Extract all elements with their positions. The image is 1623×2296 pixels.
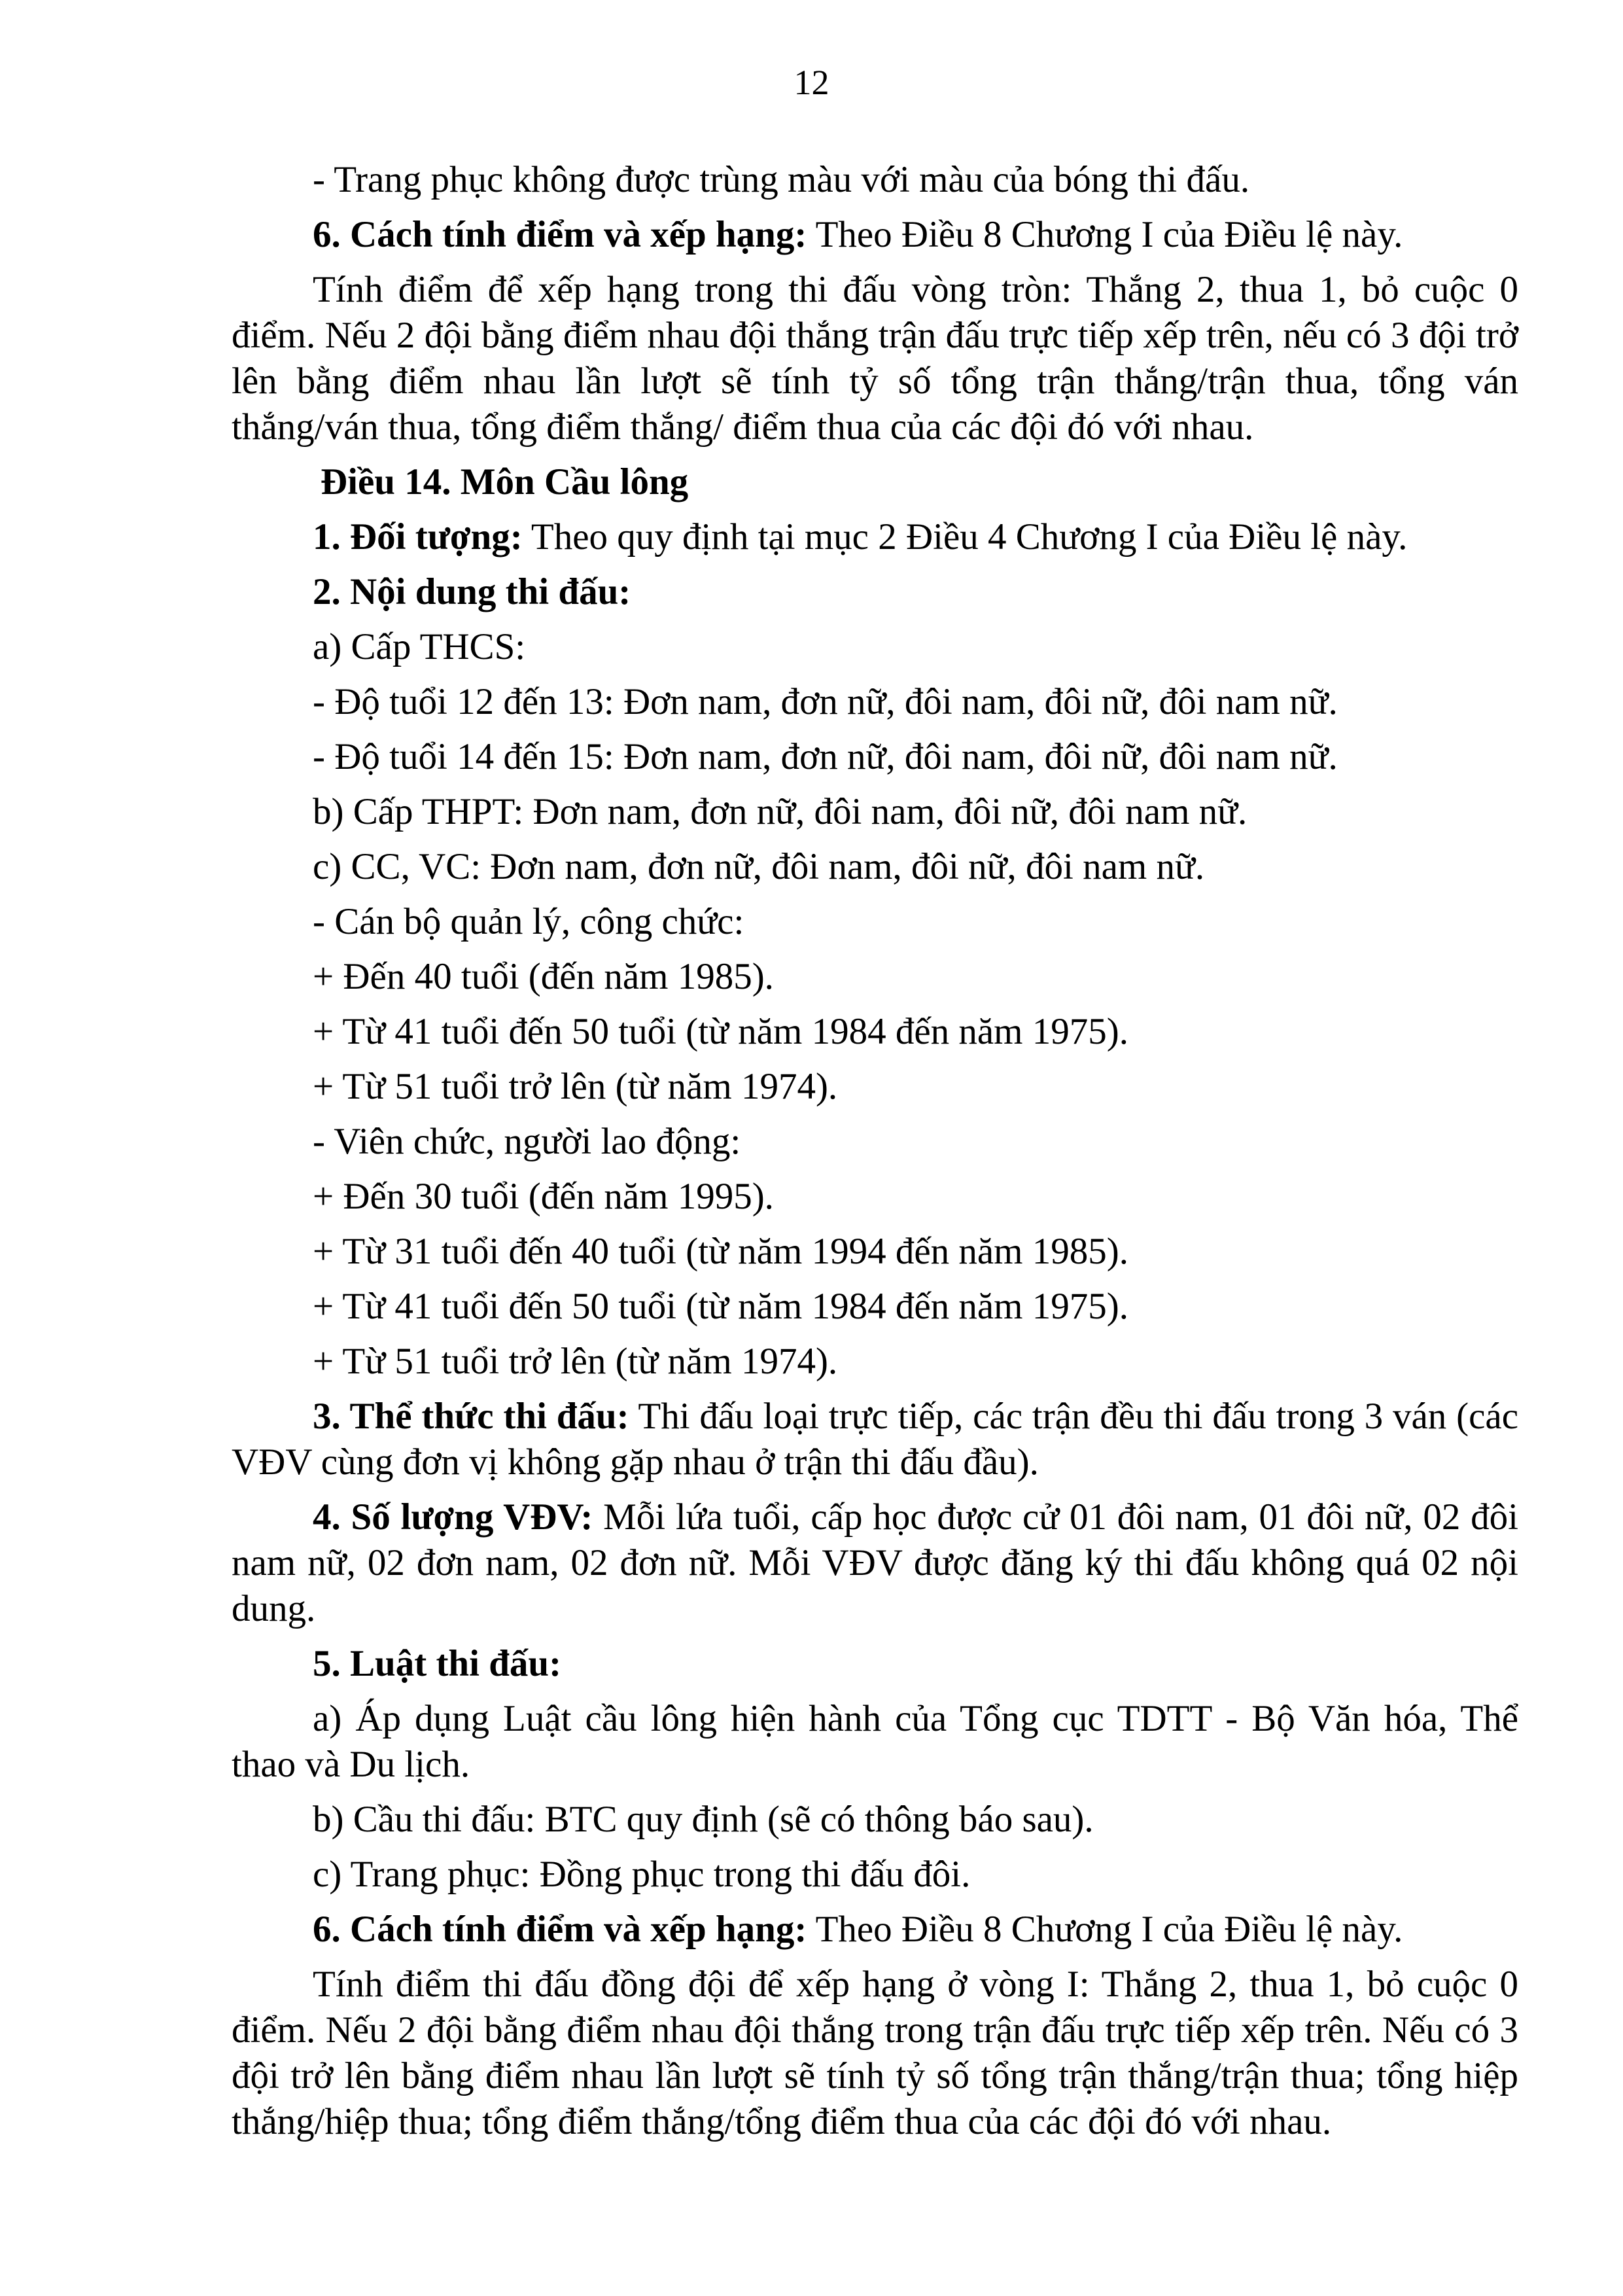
paragraph-text: Theo Điều 8 Chương I của Điều lệ này. <box>807 214 1403 255</box>
paragraph <box>232 1641 1518 1687</box>
paragraph-label: 1. Đối tượng: <box>313 516 523 557</box>
paragraph-label: 2. Nội dung thi đấu: <box>313 571 631 612</box>
paragraph <box>232 789 1518 835</box>
paragraph-text: - Trang phục không được trùng màu với màu của bóng thi đấu. <box>313 159 1250 200</box>
paragraph <box>232 267 1518 450</box>
paragraph <box>232 1696 1518 1788</box>
paragraph-text: Tính điểm thi đấu đồng đội để xếp hạng ở vòng I: Thắng 2, thua 1, bỏ cuộc 0 điểm. Nếu 2 đội bằng điểm nhau đội thắng trong trận đấu trực tiếp xếp trên. Nếu có 3 đội trở lên bằng điểm nhau lần lượt sẽ tính tỷ số tổng trận thắng/trận thua; tổng hiệp thắng/hiệp thua; tổng điểm thắng/tổng điểm thua của các đội đó với nhau. <box>232 1964 1518 2142</box>
paragraph <box>232 899 1518 945</box>
paragraph-label: 5. Luật thi đấu: <box>313 1643 562 1684</box>
paragraph-text: a) Cấp THCS: <box>313 626 526 667</box>
paragraph-label: 6. Cách tính điểm và xếp hạng: <box>313 214 807 255</box>
paragraph-text: c) Trang phục: Đồng phục trong thi đấu đôi. <box>313 1854 971 1895</box>
paragraph-label: Điều 14. Môn Cầu lông <box>321 461 689 503</box>
paragraph-text: Thi đấu loại trực tiếp, các trận đều thi đấu trong 3 ván (các VĐV cùng đơn vị không gặp nhau ở trận thi đấu đầu). <box>232 1396 1518 1483</box>
paragraph <box>232 1962 1518 2145</box>
paragraph <box>232 1339 1518 1385</box>
paragraph <box>232 514 1518 560</box>
paragraph-text: Mỗi lứa tuổi, cấp học được cử 01 đôi nam, 01 đôi nữ, 02 đôi nam nữ, 02 đơn nam, 02 đơn nữ. Mỗi VĐV được đăng ký thi đấu không quá 02 nội dung. <box>232 1496 1519 1629</box>
paragraph-text: - Độ tuổi 14 đến 15: Đơn nam, đơn nữ, đôi nam, đôi nữ, đôi nam nữ. <box>313 736 1338 777</box>
paragraph <box>232 1494 1518 1632</box>
paragraph <box>232 844 1518 890</box>
paragraph <box>232 624 1518 670</box>
paragraph-text: + Từ 51 tuổi trở lên (từ năm 1974). <box>313 1066 838 1107</box>
paragraph <box>232 1852 1518 1898</box>
paragraph-text: - Độ tuổi 12 đến 13: Đơn nam, đơn nữ, đôi nam, đôi nữ, đôi nam nữ. <box>313 681 1338 722</box>
paragraph-text: a) Áp dụng Luật cầu lông hiện hành của Tổng cục TDTT - Bộ Văn hóa, Thể thao và Du lịch. <box>232 1698 1518 1785</box>
paragraph-text: - Viên chức, người lao động: <box>313 1121 741 1162</box>
paragraph <box>232 1797 1518 1843</box>
paragraph <box>232 734 1518 780</box>
paragraph-text: + Đến 40 tuổi (đến năm 1985). <box>313 956 774 997</box>
page-number: 12 <box>794 63 829 102</box>
paragraph <box>232 1064 1518 1110</box>
paragraph <box>232 954 1518 1000</box>
paragraph-label: 4. Số lượng VĐV: <box>313 1496 593 1538</box>
paragraph <box>232 1229 1518 1275</box>
paragraph-text: Tính điểm để xếp hạng trong thi đấu vòng tròn: Thắng 2, thua 1, bỏ cuộc 0 điểm. Nếu 2 đội bằng điểm nhau đội thắng trận đấu trực tiếp xếp trên, nếu có 3 đội trở lên bằng điểm nhau lần lượt sẽ tính tỷ số tổng trận thắng/trận thua, tổng ván thắng/ván thua, tổng điểm thắng/ điểm thua của các đội đó với nhau. <box>232 269 1518 448</box>
paragraph <box>232 1907 1518 1952</box>
paragraph <box>232 212 1518 258</box>
paragraph-text: + Đến 30 tuổi (đến năm 1995). <box>313 1176 774 1217</box>
paragraph-text: c) CC, VC: Đơn nam, đơn nữ, đôi nam, đôi nữ, đôi nam nữ. <box>313 846 1205 887</box>
paragraph <box>232 157 1518 203</box>
paragraph <box>232 1174 1518 1220</box>
document-body <box>232 157 1518 2154</box>
paragraph-text: b) Cấp THPT: Đơn nam, đơn nữ, đôi nam, đôi nữ, đôi nam nữ. <box>313 791 1248 832</box>
section-heading <box>232 459 1518 505</box>
paragraph-label: 3. Thể thức thi đấu: <box>313 1396 629 1437</box>
paragraph-text: - Cán bộ quản lý, công chức: <box>313 901 744 942</box>
paragraph <box>232 1394 1518 1485</box>
paragraph-text: Theo Điều 8 Chương I của Điều lệ này. <box>807 1909 1403 1950</box>
paragraph <box>232 679 1518 725</box>
paragraph <box>232 1119 1518 1165</box>
paragraph <box>232 569 1518 615</box>
paragraph-text: + Từ 51 tuổi trở lên (từ năm 1974). <box>313 1341 838 1382</box>
paragraph-label: 6. Cách tính điểm và xếp hạng: <box>313 1909 807 1950</box>
paragraph-text: + Từ 41 tuổi đến 50 tuổi (từ năm 1984 đến năm 1975). <box>313 1011 1128 1052</box>
paragraph-text: + Từ 31 tuổi đến 40 tuổi (từ năm 1994 đến năm 1985). <box>313 1231 1128 1272</box>
paragraph <box>232 1284 1518 1330</box>
paragraph-text: Theo quy định tại mục 2 Điều 4 Chương I của Điều lệ này. <box>522 516 1408 557</box>
paragraph <box>232 1009 1518 1055</box>
paragraph-text: + Từ 41 tuổi đến 50 tuổi (từ năm 1984 đến năm 1975). <box>313 1286 1128 1327</box>
paragraph-text: b) Cầu thi đấu: BTC quy định (sẽ có thông báo sau). <box>313 1799 1094 1840</box>
